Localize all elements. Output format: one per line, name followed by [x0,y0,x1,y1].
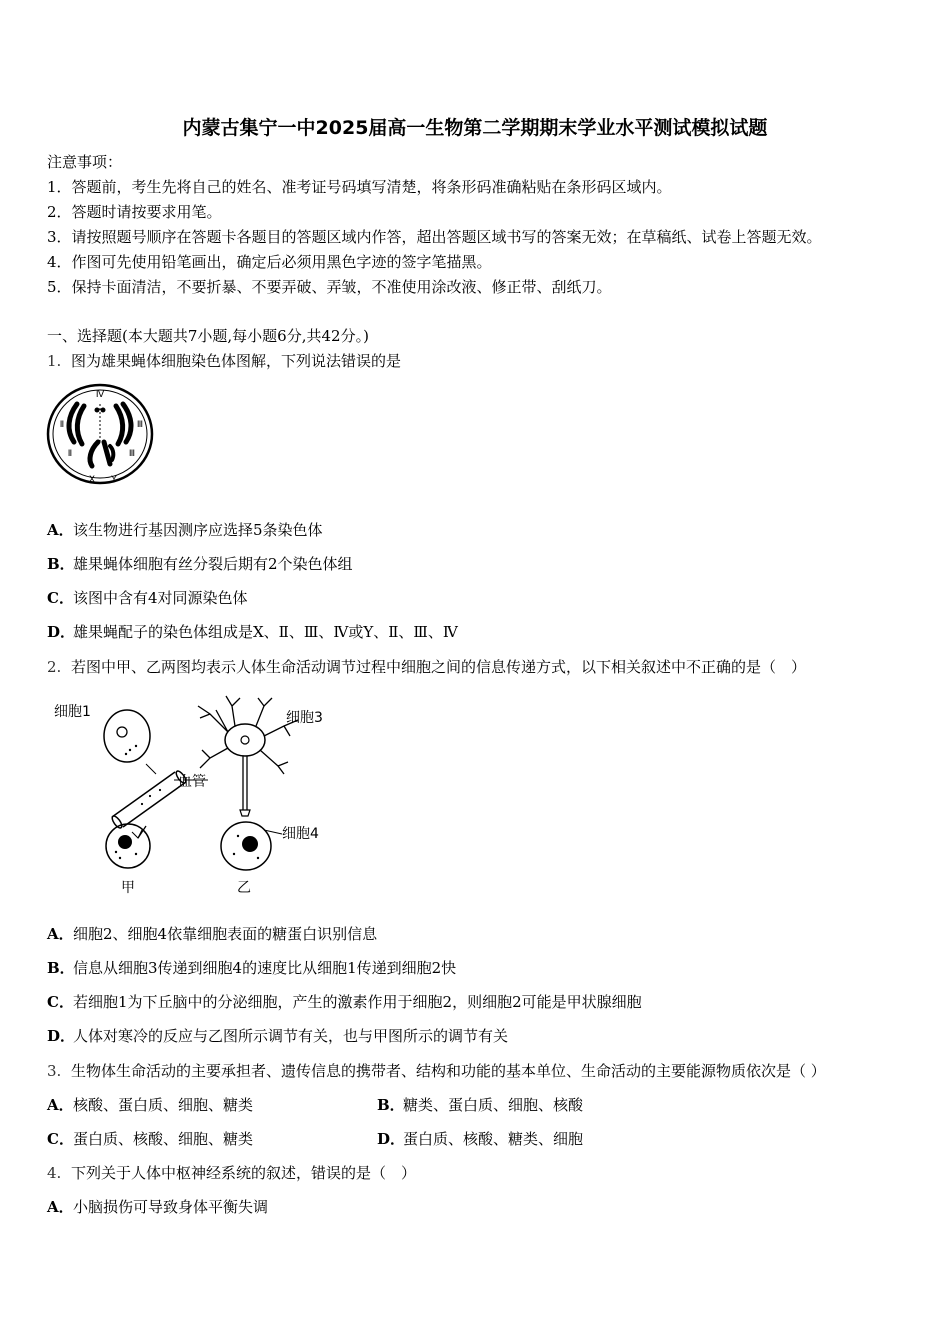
option-3b[interactable]: B．糖类、蛋白质、细胞、核酸 [377,1096,584,1114]
option-1c[interactable]: C．该图中含有4对同源染色体 [47,589,248,607]
notice-item: 2．答题时请按要求用笔。 [47,203,222,221]
option-2d[interactable]: D．人体对寒冷的反应与乙图所示调节有关，也与甲图所示的调节有关 [47,1027,509,1045]
sex-chromosomes [90,442,113,466]
option-2b[interactable]: B．信息从细胞3传递到细胞4的速度比从细胞1传递到细胞2快 [47,959,457,977]
option-1b[interactable]: B．雄果蝇体细胞有丝分裂后期有2个染色体组 [47,555,353,573]
chromosome-pair-ii [69,404,84,444]
question-number: 3. [47,1062,62,1080]
page-title: 内蒙古集宁一中2025届高一生物第二学期期末学业水平测试模拟试题 [182,117,768,139]
cell4-nucleus [242,836,258,852]
label-yi: 乙 [237,880,251,896]
notice-item: 1．答题前，考生先将自己的姓名、准考证号码填写清楚，将条形码准确粘贴在条形码区域内。 [47,178,672,196]
cell1-nucleus [117,727,127,737]
cell2-nucleus [118,835,132,849]
section-heading: 一、选择题(本大题共7小题,每小题6分,共42分。) [47,327,369,345]
label-ii-lower: Ⅱ [67,449,73,459]
label-iii-lower: Ⅲ [128,449,136,459]
label-cell1: 细胞1 [54,704,91,720]
label-jia: 甲 [121,880,135,896]
option-3c[interactable]: C．蛋白质、核酸、细胞、糖类 [47,1130,254,1148]
question-1-stem: 1. 图为雄果蝇体细胞染色体图解，下列说法错误的是 [47,352,402,370]
label-iv: Ⅳ [95,390,105,400]
chromosome-pair-iii [116,404,131,444]
question-number: 4. [47,1164,62,1182]
notice-heading: 注意事项： [47,153,123,171]
chromosome-figure [44,380,158,490]
option-2a[interactable]: A．细胞2、细胞4依靠细胞表面的糖蛋白识别信息 [47,925,378,943]
option-1d[interactable]: D．雄果蝇配子的染色体组成是X、Ⅱ、Ⅲ、Ⅳ或Y、Ⅱ、Ⅲ、Ⅳ [47,623,458,641]
option-2c[interactable]: C．若细胞1为下丘脑中的分泌细胞，产生的激素作用于细胞2，则细胞2可能是甲状腺细胞 [47,993,642,1011]
signaling-figure [50,692,340,902]
notice-item: 5．保持卡面清洁，不要折暴、不要弄破、弄皱，不准使用涂改液、修正带、刮纸刀。 [47,278,612,296]
notice-item: 3．请按照题号顺序在答题卡各题目的答题区域内作答，超出答题区域书写的答案无效；在草稿纸、试卷上答题无效。 [47,228,822,246]
neuron-cell3 [198,696,298,816]
option-4a[interactable]: A．小脑损伤可导致身体平衡失调 [47,1198,269,1216]
question-2-stem: 2. 若图中甲、乙两图均表示人体生命活动调节过程中细胞之间的信息传递方式，以下相关叙述中不正确的是（ ） [47,658,807,676]
label-x: X [88,475,96,485]
notice-item: 4．作图可先使用铅笔画出，确定后必须用黑色字迹的签字笔描黑。 [47,253,492,271]
label-y: Y [111,475,117,485]
option-3a[interactable]: A．核酸、蛋白质、细胞、糖类 [47,1096,254,1114]
question-4-stem: 4. 下列关于人体中枢神经系统的叙述，错误的是（ ） [47,1164,417,1182]
label-ii-left: Ⅱ [59,420,65,430]
question-number: 1. [47,352,62,370]
label-vessel: 血管 [178,774,206,790]
option-3d[interactable]: D．蛋白质、核酸、糖类、细胞 [377,1130,584,1148]
option-1a[interactable]: A．该生物进行基因测序应选择5条染色体 [47,521,323,539]
label-cell3: 细胞3 [286,710,323,726]
label-cell4: 细胞4 [282,826,319,842]
label-iii-right: Ⅲ [136,420,144,430]
blood-vessel [110,770,187,830]
question-number: 2. [47,658,62,676]
question-3-stem: 3. 生物体生命活动的主要承担者、遗传信息的携带者、结构和功能的基本单位、生命活动的主要能源物质依次是（ ） [47,1062,826,1080]
